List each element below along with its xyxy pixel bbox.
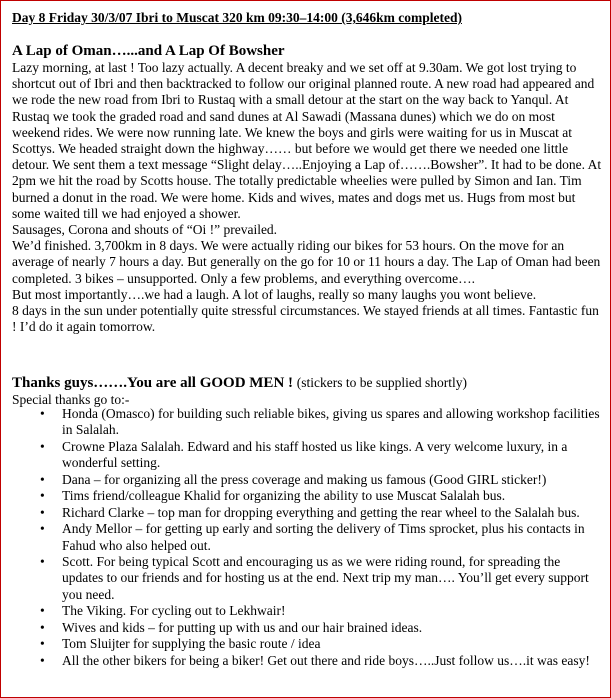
thanks-section-title — [12, 375, 467, 392]
bullet-icon: • — [40, 471, 45, 487]
bullet-icon: • — [40, 438, 45, 454]
day-heading: Day 8 Friday 30/3/07 Ibri to Muscat 320 km 09:30–14:00 (3,646km completed) — [12, 10, 462, 25]
thanks-list-item — [1, 505, 601, 521]
thanks-list-item — [1, 488, 601, 504]
thanks-list-item — [1, 554, 601, 603]
lap-section-title: A Lap of Oman…...and A Lap Of Bowsher — [12, 43, 285, 59]
thanks-list-item — [1, 636, 601, 652]
thanks-item-text: All the other bikers for being a biker! Get out there and ride boys…..Just follow us….it was easy! — [62, 652, 590, 668]
story-paragraph: Sausages, Corona and shouts of “Oi !” prevailed. — [12, 222, 278, 238]
stickers-note: (stickers to be supplied shortly) — [296, 375, 467, 390]
bullet-icon: • — [40, 619, 45, 635]
thanks-item-text: Dana – for organizing all the press coverage and making us famous (Good GIRL sticker!) — [62, 471, 547, 487]
thanks-item-text: Tom Sluijter for supplying the basic route / idea — [62, 636, 321, 652]
bullet-icon: • — [40, 406, 45, 421]
story-body — [12, 60, 604, 335]
thanks-list-item — [1, 603, 601, 619]
thanks-list-item — [1, 439, 601, 471]
thanks-list-item — [1, 620, 601, 636]
bullet-icon: • — [40, 488, 45, 504]
thanks-item-text: Wives and kids – for putting up with us and our hair brained ideas. — [62, 619, 423, 635]
thanks-item-text: Scott. For being typical Scott and encouraging us as we were riding round, for spreading the updates to our friends and for hosting us at the end. Next trip my man…. You’ll get every support you need. — [62, 554, 589, 602]
bullet-icon: • — [40, 504, 45, 520]
story-paragraph: Lazy morning, at last ! Too lazy actually. A decent breaky and we set off at 9.30am. We got lost trying to shortcut out of Ibri and then backtracked to follow our original planned route. A new road had appeared and we rode the new road from Ibri to Rustaq with a small detour at the start on the way back to Yanqul. At Rustaq we took the graded road and sand dunes at Al Sawadi (Massana dunes) which we do on most weekend rides. We were now running late. We knew the boys and girls were waiting for us in Muscat at Scottys. We headed straight down the highway…… but before we would get there we needed one little detour. We sent them a text message “Slight delay…..Enjoying a Lap of…….Bowsher”. It had to be done. At 2pm we hit the road by Scotts house. The totally predictable wheelies were pulled by Simon and Ian. Tim burned a donut in the road. We were home. Kids and wives, mates and dogs met us. Hugs from most but some waited till we had enjoyed a shower. — [12, 60, 602, 221]
thanks-item-text: Crowne Plaza Salalah. Edward and his staff hosted us like kings. A very welcome luxury, in a wonderful setting. — [62, 438, 568, 470]
thanks-item-text: Tims friend/colleague Khalid for organizing the ability to use Muscat Salalah bus. — [62, 488, 506, 504]
thanks-item-text: Honda (Omasco) for building such reliable bikes, giving us spares and allowing workshop facilities in Salalah. — [62, 406, 600, 438]
thanks-intro: Special thanks go to:- — [12, 392, 130, 407]
thanks-item-text: Andy Mellor – for getting up early and sorting the delivery of Tims sprocket, plus his contacts in Fahud who also helped out. — [62, 521, 585, 553]
bullet-icon: • — [40, 652, 45, 668]
thanks-title: Thanks guys…….You are all GOOD MEN ! — [12, 375, 294, 391]
bullet-icon: • — [40, 554, 45, 570]
thanks-list-item — [1, 521, 601, 553]
thanks-list-item — [1, 653, 601, 669]
thanks-list — [1, 406, 601, 670]
thanks-list-item — [1, 406, 601, 438]
story-paragraph: We’d finished. 3,700km in 8 days. We were actually riding our bikes for 53 hours. On the move for an average of nearly 7 hours a day. But generally on the go for 10 or 11 hours a day. The Lap of Oman had been completed. 3 bikes – unsupported. Only a few problems, and everything overcome…. — [12, 238, 601, 286]
bullet-icon: • — [40, 636, 45, 652]
story-paragraph: But most importantly….we had a laugh. A lot of laughs, really so many laughs you wont believe. — [12, 286, 537, 302]
bullet-icon: • — [40, 521, 45, 537]
thanks-item-text: Richard Clarke – top man for dropping everything and getting the rear wheel to the Salalah bus. — [62, 504, 580, 520]
thanks-list-item — [1, 472, 601, 488]
thanks-item-text: The Viking. For cycling out to Lekhwair! — [62, 603, 286, 619]
bullet-icon: • — [40, 603, 45, 619]
story-paragraph: 8 days in the sun under potentially quite stressful circumstances. We stayed friends at all times. Fantastic fun ! I’d do it again tomorrow. — [12, 303, 599, 335]
